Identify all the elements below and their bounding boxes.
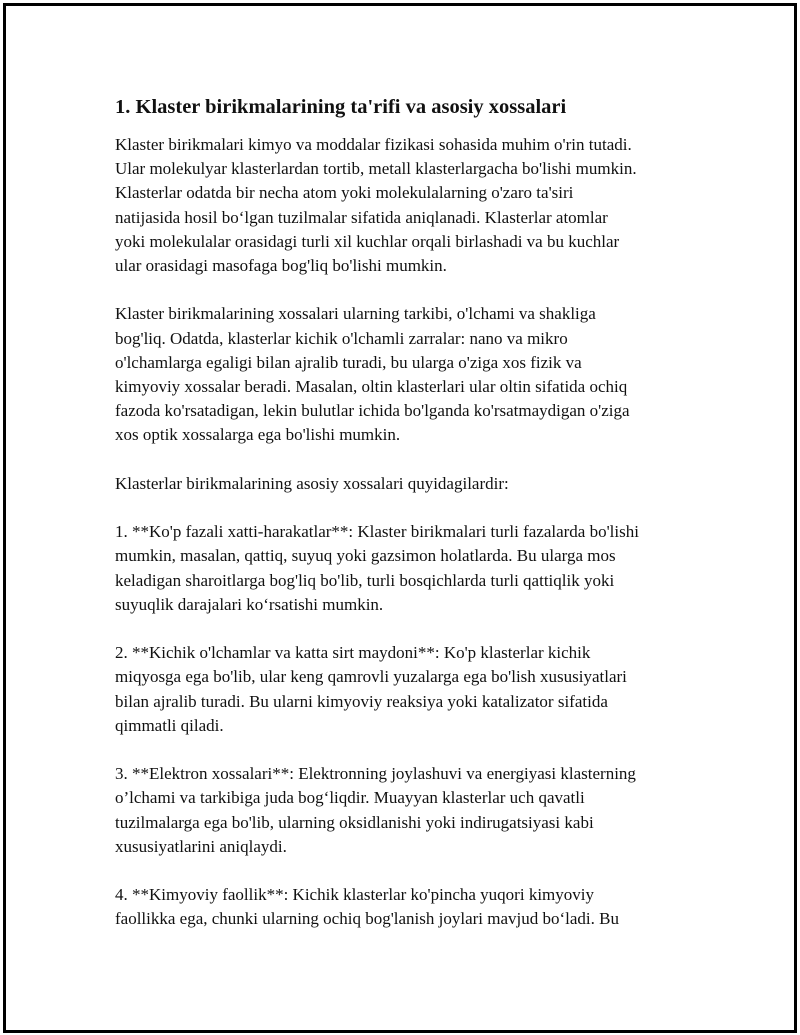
text-line: mumkin, masalan, qattiq, suyuq yoki gazsimon holatlarda. Bu ularga mos: [115, 546, 616, 566]
paragraph-properties: [115, 302, 705, 447]
text-line: keladigan sharoitlarga bog'liq bo'lib, turli bosqichlarda turli qattiqlik yoki: [115, 570, 615, 590]
text-line: Klasterlar birikmalarining asosiy xossalari quyidagilardir:: [115, 473, 509, 493]
list-item-4: [115, 883, 705, 931]
text-line: Klasterlar odatda bir necha atom yoki molekulalarning o'zaro ta'siri: [115, 183, 574, 203]
text-line: fazoda ko'rsatadigan, lekin bulutlar ichida bo'lganda ko'rsatmaydigan o'ziga: [115, 401, 630, 421]
text-line: 3. **Elektron xossalari**: Elektronning joylashuvi va energiyasi klasterning: [115, 764, 636, 784]
text-line: qimmatli qiladi.: [115, 715, 224, 735]
text-line: 4. **Kimyoviy faollik**: Kichik klasterlar ko'pincha yuqori kimyoviy: [115, 885, 594, 905]
text-line: Klaster birikmalari kimyo va moddalar fizikasi sohasida muhim o'rin tutadi.: [115, 135, 632, 154]
text-line: xususiyatlarini aniqlaydi.: [115, 836, 287, 856]
document-body: [115, 93, 705, 956]
text-line: Ular molekulyar klasterlardan tortib, metall klasterlargacha bo'lishi mumkin.: [115, 159, 637, 179]
list-item-1: [115, 520, 705, 617]
text-line: natijasida hosil bo‘lgan tuzilmalar sifatida aniqlanadi. Klasterlar atomlar: [115, 207, 608, 227]
text-line: bog'liq. Odatda, klasterlar kichik o'lchamli zarralar: nano va mikro: [115, 328, 568, 348]
text-line: miqyosga ega bo'lib, ular keng qamrovli yuzalarga ega bo'lish xususiyatlari: [115, 667, 627, 687]
text-line: o'lchamlarga egaligi bilan ajralib turadi, bu ularga o'ziga xos fizik va: [115, 352, 582, 372]
text-line: 1. **Ko'p fazali xatti-harakatlar**: Klaster birikmalari turli fazalarda bo'lishi: [115, 522, 639, 542]
list-item-2: [115, 641, 705, 738]
text-line: suyuqlik darajalari ko‘rsatishi mumkin.: [115, 594, 384, 614]
text-line: xos optik xossalarga ega bo'lishi mumkin.: [115, 425, 401, 445]
text-line: o’lchami va tarkibiga juda bog‘liqdir. Muayyan klasterlar uch qavatli: [115, 788, 585, 808]
section-heading: 1. Klaster birikmalarining ta'rifi va asosiy xossalari: [115, 96, 567, 118]
text-line: yoki molekulalar orasidagi turli xil kuchlar orqali birlashadi va bu kuchlar: [115, 231, 620, 251]
text-line: ular orasidagi masofaga bog'liq bo'lishi mumkin.: [115, 256, 447, 276]
list-item-3: [115, 762, 705, 859]
text-line: 2. **Kichik o'lchamlar va katta sirt maydoni**: Ko'p klasterlar kichik: [115, 643, 591, 663]
text-line: bilan ajralib turadi. Bu ularni kimyoviy reaksiya yoki katalizator sifatida: [115, 691, 608, 711]
paragraph-list-intro: [115, 472, 705, 496]
text-line: Klaster birikmalarining xossalari ularning tarkibi, o'lchami va shakliga: [115, 304, 596, 324]
text-line: tuzilmalarga ega bo'lib, ularning oksidlanishi yoki indirugatsiyasi kabi: [115, 812, 594, 832]
paragraph-intro: [115, 133, 705, 278]
text-line: faollikka ega, chunki ularning ochiq bog'lanish joylari mavjud bo‘ladi. Bu: [115, 909, 619, 929]
text-line: kimyoviy xossalar beradi. Masalan, oltin klasterlari ular oltin sifatida ochiq: [115, 377, 628, 397]
